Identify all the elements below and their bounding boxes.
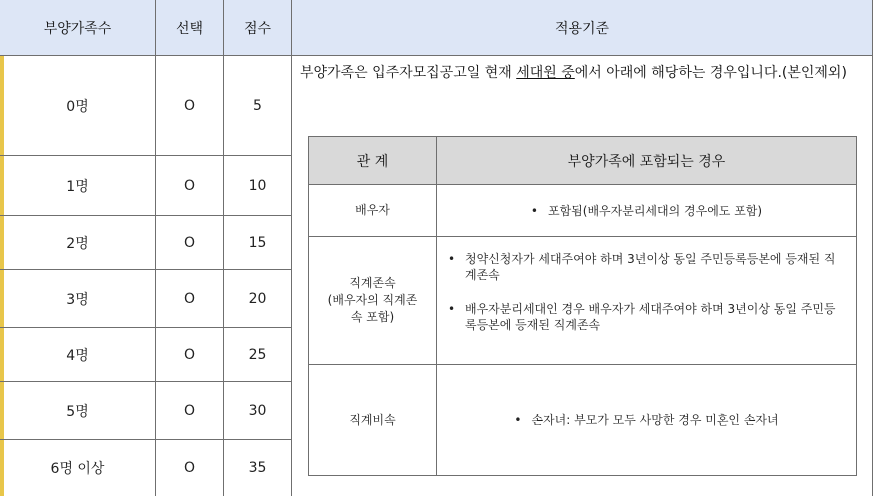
- relation-descendant: [309, 365, 437, 475]
- row-count: [0, 382, 156, 440]
- bullet: •: [530, 203, 538, 218]
- criteria-intro: [300, 64, 865, 83]
- intro-underlined-text: 세대원 중: [516, 65, 575, 81]
- count-value: 4명: [66, 347, 89, 364]
- row-select: [156, 270, 224, 328]
- select-value: O: [183, 97, 196, 114]
- count-value: 3명: [66, 291, 89, 308]
- header-dependents: [0, 0, 156, 56]
- relation-table: [308, 136, 857, 476]
- included-item-text: 청약신청자가 세대주여야 하며 3년이상 동일 주민등록등본에 등재된 직계존속: [465, 252, 836, 282]
- select-value: O: [183, 460, 196, 476]
- header-select: [156, 0, 224, 56]
- score-value: 15: [248, 234, 267, 251]
- score-value: 5: [253, 97, 262, 114]
- count-value: 1명: [66, 178, 89, 195]
- header-score-label: 점수: [243, 20, 272, 37]
- count-value: 2명: [66, 235, 89, 252]
- relation-ascendant: [309, 237, 437, 365]
- included-item: [437, 301, 846, 333]
- included-header-label: 부양가족에 포함되는 경우: [567, 153, 726, 170]
- included-item: [437, 251, 846, 283]
- row-select: [156, 328, 224, 382]
- included-ascendant: [437, 237, 856, 365]
- header-select-label: 선택: [175, 20, 204, 37]
- count-value: 5명: [66, 403, 89, 420]
- included-spouse: [437, 185, 856, 237]
- relation-label: 직계존속 (배우자의 직계존 속 포함): [327, 276, 418, 324]
- score-value: 20: [248, 290, 267, 307]
- row-count: [0, 440, 156, 496]
- row-select: [156, 440, 224, 496]
- score-value: 10: [248, 177, 267, 194]
- included-item: 손자녀: 부모가 모두 사망한 경우 미혼인 손자녀: [531, 413, 779, 427]
- select-value: O: [183, 346, 196, 363]
- relation-label: 직계비속: [349, 412, 396, 427]
- select-value: O: [183, 402, 196, 419]
- row-score: [224, 382, 292, 440]
- row-count: [0, 328, 156, 382]
- row-score: [224, 328, 292, 382]
- included-item: 포함됨(배우자분리세대의 경우에도 포함): [548, 203, 763, 218]
- relation-spouse: [309, 185, 437, 237]
- included-header: [437, 137, 856, 185]
- intro-text-after: 에서 아래에 해당하는 경우입니다.(본인제외): [574, 65, 847, 81]
- row-select: [156, 216, 224, 270]
- row-select: [156, 382, 224, 440]
- relation-header-label: 관 계: [356, 153, 389, 170]
- score-value: 30: [248, 402, 267, 419]
- row-score: [224, 56, 292, 156]
- row-select: [156, 56, 224, 156]
- select-value: O: [183, 290, 196, 307]
- included-item-text: 배우자분리세대인 경우 배우자가 세대주여야 하며 3년이상 동일 주민등록등본에 등재된 직계존속: [465, 302, 836, 332]
- header-criteria: [292, 0, 873, 56]
- row-score: [224, 270, 292, 328]
- row-count: [0, 216, 156, 270]
- header-dependents-label: 부양가족수: [43, 20, 112, 37]
- count-value: 6명 이상: [50, 461, 105, 477]
- select-value: O: [183, 177, 196, 194]
- intro-text-before: 부양가족은 입주자모집공고일 현재: [300, 65, 517, 81]
- relation-header: [309, 137, 437, 185]
- row-score: [224, 156, 292, 216]
- row-select: [156, 156, 224, 216]
- select-value: O: [183, 234, 196, 251]
- bullet: •: [514, 413, 522, 427]
- header-criteria-label: 적용기준: [554, 20, 610, 37]
- header-score: [224, 0, 292, 56]
- score-value: 25: [248, 346, 267, 363]
- included-descendant: [437, 365, 856, 475]
- score-value: 35: [248, 460, 267, 476]
- row-score: [224, 216, 292, 270]
- relation-label: 배우자: [355, 203, 390, 217]
- count-value: 0명: [66, 98, 89, 115]
- row-count: [0, 270, 156, 328]
- row-count: [0, 156, 156, 216]
- row-score: [224, 440, 292, 496]
- row-count: [0, 56, 156, 156]
